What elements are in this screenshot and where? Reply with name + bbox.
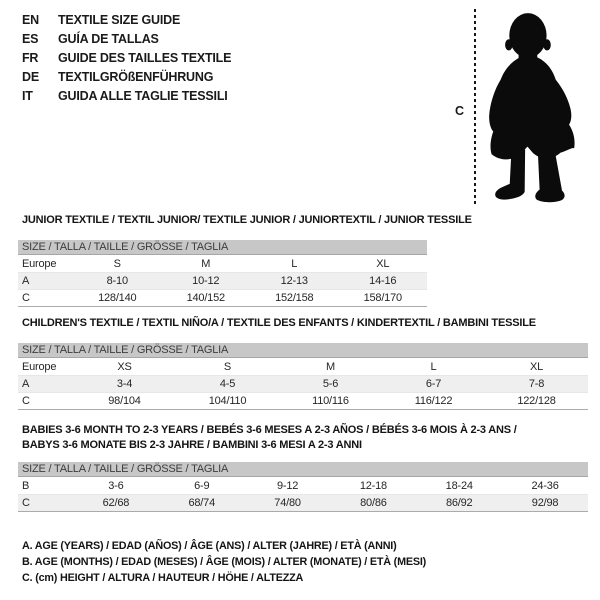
childrens-size-table — [18, 359, 588, 410]
language-code: ES — [22, 32, 39, 46]
value-cell: 128/140 — [73, 290, 162, 307]
table-row — [18, 376, 588, 393]
size-cell: L — [291, 258, 298, 270]
language-label: GUÍA DE TALLAS — [58, 32, 159, 46]
language-code: IT — [22, 89, 33, 103]
value-cell: 152/158 — [250, 290, 339, 307]
table-row — [18, 359, 588, 376]
measure-legend — [22, 538, 426, 586]
value-cell: 12-18 — [359, 480, 387, 492]
height-measure-figure — [445, 0, 600, 215]
value-cell: 5-6 — [279, 376, 382, 393]
value-cell: 8-10 — [73, 273, 162, 290]
value-cell: 92/98 — [502, 495, 588, 512]
value-cell: 116/122 — [382, 393, 485, 410]
value-cell: 14-16 — [339, 273, 428, 290]
value-cell: 18-24 — [445, 480, 473, 492]
height-dotted-line — [474, 9, 476, 206]
language-code: DE — [22, 70, 39, 84]
size-cell: XS — [117, 361, 132, 373]
value-cell: 4-5 — [176, 376, 279, 393]
size-cell: S — [223, 361, 232, 373]
value-cell: 86/92 — [416, 495, 502, 512]
babies-size-header: SIZE / TALLA / TAILLE / GRÖSSE / TAGLIA — [18, 462, 588, 477]
table-row — [18, 273, 427, 290]
row-label: B — [22, 480, 30, 492]
babies-size-table — [18, 478, 588, 512]
size-cell: XL — [376, 258, 390, 270]
row-label: A — [18, 273, 73, 290]
row-label: A — [18, 376, 73, 393]
language-label: TEXTILGRÖßENFÜHRUNG — [58, 70, 214, 84]
table-row — [18, 393, 588, 410]
size-cell: M — [201, 258, 211, 270]
value-cell: 62/68 — [73, 495, 159, 512]
language-label: GUIDA ALLE TAGLIE TESSILI — [58, 89, 228, 103]
value-cell: 68/74 — [159, 495, 245, 512]
language-code: FR — [22, 51, 39, 65]
size-cell: XL — [529, 361, 544, 373]
table-row — [18, 256, 427, 273]
value-cell: 110/116 — [279, 393, 382, 410]
value-cell: 140/152 — [162, 290, 251, 307]
value-cell: 74/80 — [245, 495, 331, 512]
junior-size-header: SIZE / TALLA / TAILLE / GRÖSSE / TAGLIA — [18, 240, 427, 255]
value-cell: 24-36 — [531, 480, 559, 492]
value-cell: 10-12 — [162, 273, 251, 290]
legend-line-b: B. AGE (MONTHS) / EDAD (MESES) / ÂGE (MOIS) / ALTER (MONATE) / ETÀ (MESI) — [22, 556, 427, 568]
value-cell: 158/170 — [339, 290, 428, 307]
value-cell: 6-7 — [382, 376, 485, 393]
language-row-fr — [22, 49, 231, 68]
row-label: C — [18, 290, 73, 307]
language-code: EN — [22, 13, 39, 27]
table-row — [18, 290, 427, 307]
language-row-it — [22, 87, 231, 106]
row-label: Europe — [22, 361, 57, 373]
row-label: C — [18, 393, 73, 410]
table-row — [18, 478, 588, 495]
language-row-es — [22, 30, 231, 49]
childrens-table-title: CHILDREN'S TEXTILE / TEXTIL NIÑO/A / TEXTILE DES ENFANTS / KINDERTEXTIL / BAMBINI TESSILE — [22, 317, 536, 329]
table-row — [18, 495, 588, 512]
junior-size-table — [18, 256, 427, 307]
value-cell: 122/128 — [485, 393, 588, 410]
value-cell: 9-12 — [276, 480, 299, 492]
row-label: C — [18, 495, 73, 512]
language-row-en — [22, 11, 231, 30]
value-cell: 104/110 — [176, 393, 279, 410]
size-cell: L — [430, 361, 437, 373]
language-label: TEXTILE SIZE GUIDE — [58, 13, 181, 27]
value-cell: 80/86 — [330, 495, 416, 512]
value-cell: 12-13 — [250, 273, 339, 290]
value-cell: 98/104 — [73, 393, 176, 410]
value-cell: 7-8 — [485, 376, 588, 393]
language-title-list — [22, 11, 231, 106]
junior-table-title: JUNIOR TEXTILE / TEXTIL JUNIOR/ TEXTILE JUNIOR / JUNIORTEXTIL / JUNIOR TESSILE — [22, 214, 472, 226]
size-cell: S — [113, 258, 121, 270]
baby-silhouette-icon — [485, 5, 597, 207]
size-cell: M — [326, 361, 335, 373]
value-cell: 6-9 — [194, 480, 210, 492]
value-cell: 3-6 — [108, 480, 124, 492]
language-row-de — [22, 68, 231, 87]
language-label: GUIDE DES TAILLES TEXTILE — [58, 51, 232, 65]
legend-line-a: A. AGE (YEARS) / EDAD (AÑOS) / ÂGE (ANS) / ALTER (JAHRE) / ETÀ (ANNI) — [22, 540, 397, 552]
measure-c-label: C — [455, 104, 464, 118]
legend-line-c: C. (cm) HEIGHT / ALTURA / HAUTEUR / HÖHE / ALTEZZA — [22, 572, 304, 584]
babies-table-title-line1: BABIES 3-6 MONTH TO 2-3 YEARS / BEBÉS 3-6 MESES A 2-3 AÑOS / BÉBÉS 3-6 MOIS À 2-3 ANS / — [22, 424, 517, 436]
row-label: Europe — [22, 258, 57, 270]
babies-table-title-line2: BABYS 3-6 MONATE BIS 2-3 JAHRE / BAMBINI 3-6 MESI A 2-3 ANNI — [22, 439, 362, 451]
childrens-size-header: SIZE / TALLA / TAILLE / GRÖSSE / TAGLIA — [18, 343, 588, 358]
value-cell: 3-4 — [73, 376, 176, 393]
